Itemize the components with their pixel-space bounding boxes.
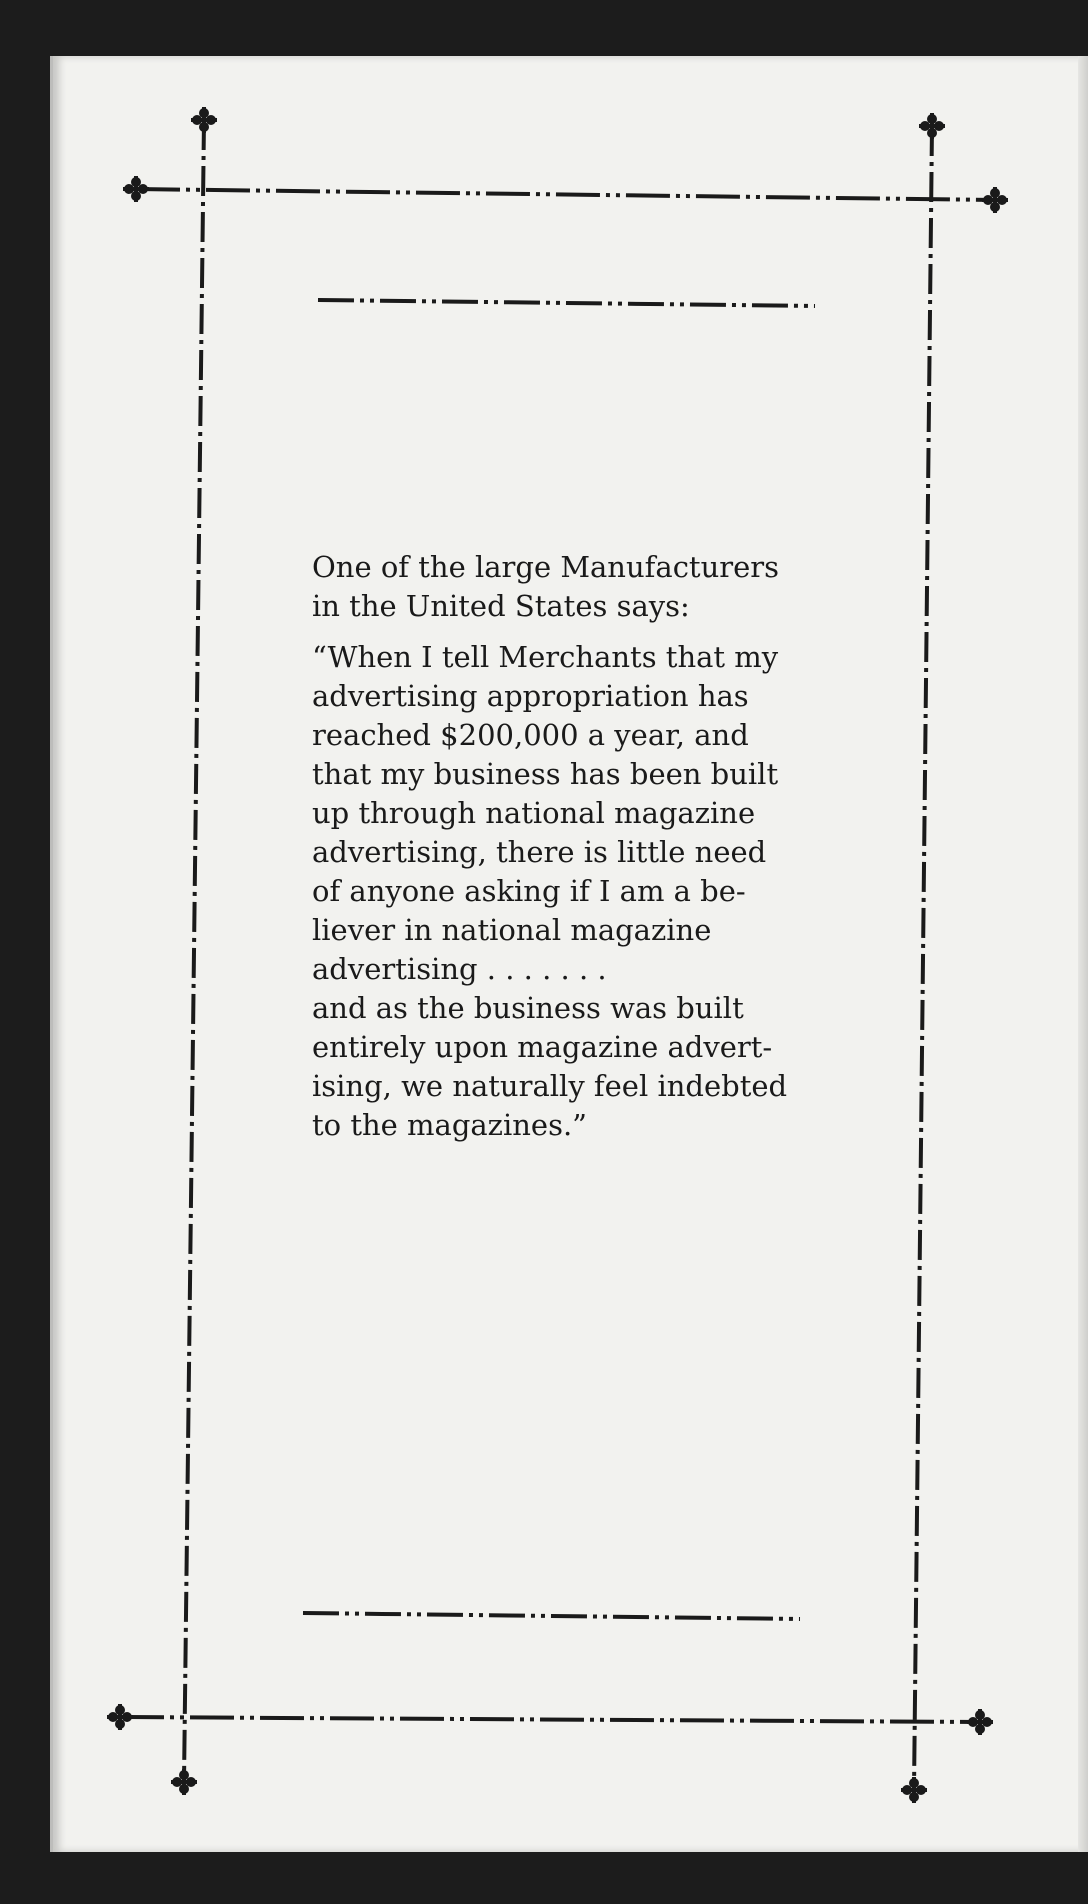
lower-inner-rule <box>303 1613 800 1619</box>
quote-line: of anyone asking if I am a be- <box>312 874 746 908</box>
quote-paragraph <box>312 638 812 1145</box>
quote-line: entirely upon magazine advert- <box>312 1030 773 1064</box>
left-rule <box>184 120 204 1782</box>
cross-fleury-icon <box>123 176 149 202</box>
cross-fleury-icon <box>901 1777 927 1803</box>
quote-line: and as the business was built <box>312 991 744 1025</box>
quote-line: to the magazines.” <box>312 1108 588 1142</box>
quote-line: advertising . . . . . . . <box>312 952 607 986</box>
quote-line: advertising appropriation has <box>312 679 749 713</box>
quote-line: up through national magazine <box>312 796 756 830</box>
cross-fleury-icon <box>967 1709 993 1735</box>
cross-fleury-icon <box>107 1704 133 1730</box>
right-rule <box>914 126 932 1790</box>
quote-line: ising, we naturally feel indebted <box>312 1069 788 1103</box>
cross-fleury-icon <box>191 107 217 133</box>
cross-fleury-icon <box>171 1769 197 1795</box>
quote-line: reached $200,000 a year, and <box>312 718 749 752</box>
intro-paragraph: One of the large Manufacturers in the United States says: <box>312 550 780 623</box>
upper-inner-rule <box>318 300 815 306</box>
top-rule <box>136 189 995 200</box>
quote-line: liever in national magazine <box>312 913 712 947</box>
bottom-rule <box>120 1717 980 1722</box>
quote-line: “When I tell Merchants that my <box>312 640 779 674</box>
quote-line: advertising, there is little need <box>312 835 767 869</box>
quote-line: that my business has been built <box>312 757 779 791</box>
cross-fleury-icon <box>982 187 1008 213</box>
cross-fleury-icon <box>919 113 945 139</box>
quotation-text <box>312 548 812 1145</box>
